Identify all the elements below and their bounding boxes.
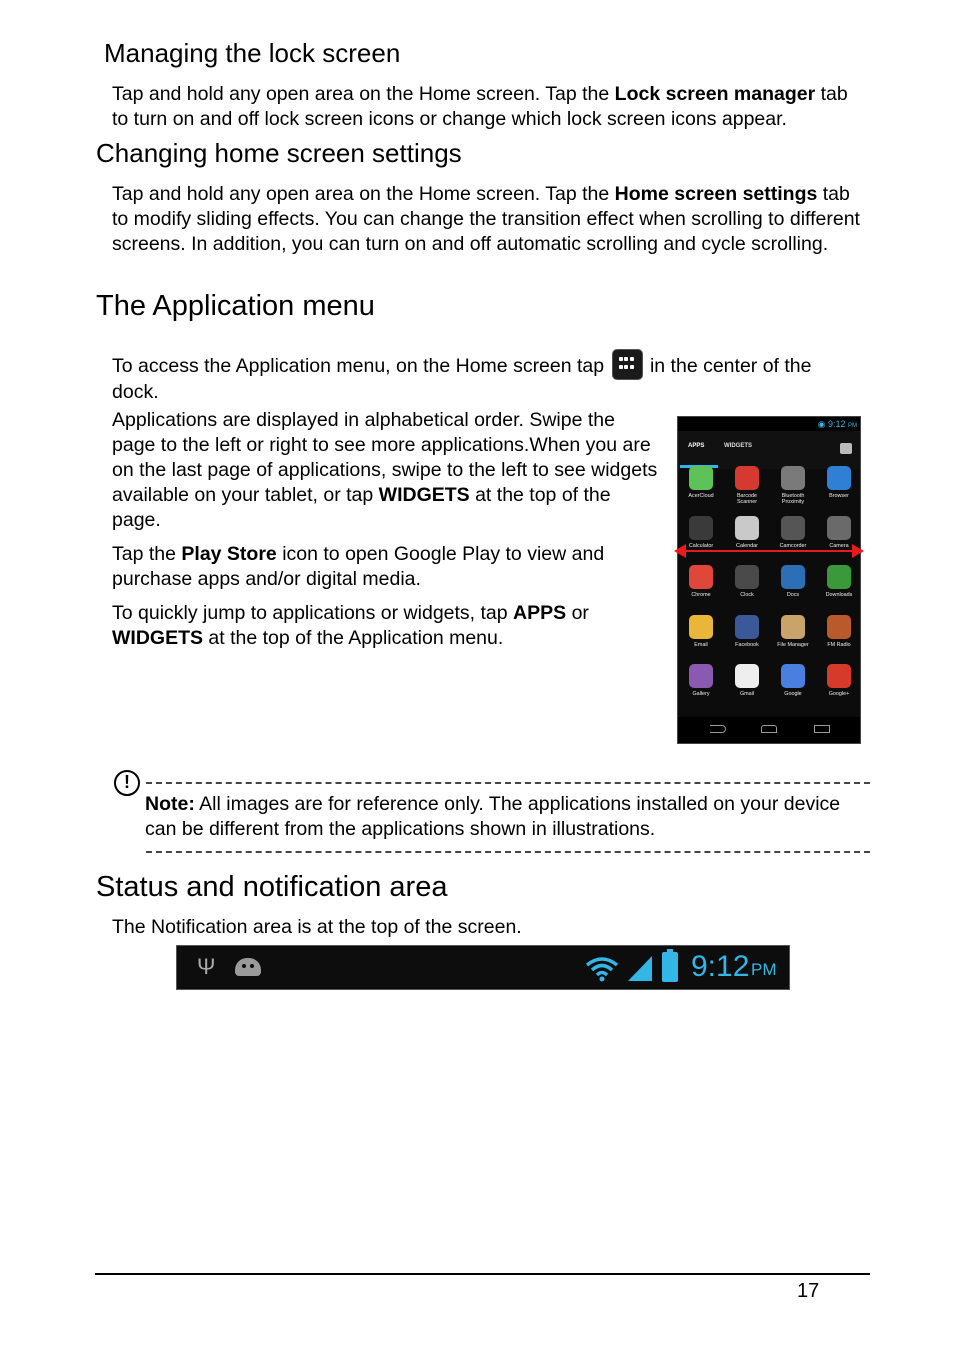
play-store-paragraph: Tap the Play Store icon to open Google Play to view and purchase apps and/or digital media. — [112, 543, 605, 590]
lock-screen-paragraph: Tap and hold any open area on the Home screen. Tap the Lock screen manager tab to turn on and off lock screen icons or change which lock screen icons appear. — [112, 83, 848, 130]
page-number: 17 — [797, 1280, 820, 1302]
app-label: Clock — [740, 592, 754, 598]
app-icon — [827, 565, 851, 589]
app-item[interactable] — [816, 659, 862, 709]
app-item[interactable] — [678, 610, 724, 660]
app-item[interactable] — [724, 461, 770, 511]
app-icon — [781, 664, 805, 688]
app-icon — [827, 466, 851, 490]
app-icon — [827, 615, 851, 639]
app-icon — [735, 615, 759, 639]
app-item[interactable] — [816, 461, 862, 511]
app-label: Gmail — [739, 691, 755, 697]
app-item[interactable] — [816, 560, 862, 610]
app-icon — [689, 565, 713, 589]
notification-ampm: PM — [751, 960, 777, 979]
app-label: Camera — [829, 542, 849, 549]
app-label: AcerCloud — [688, 493, 714, 499]
play-store-icon[interactable] — [840, 443, 852, 454]
app-item[interactable] — [678, 560, 724, 610]
app-item[interactable] — [678, 461, 724, 511]
app-icon — [689, 615, 713, 639]
app-icon — [735, 466, 759, 490]
phone-nav-bar — [678, 717, 860, 743]
battery-icon — [662, 952, 678, 982]
app-label: Barcode Scanner — [736, 493, 758, 505]
app-grid — [678, 461, 860, 709]
app-icon — [781, 565, 805, 589]
phone-time: 9:12 PM — [827, 419, 857, 429]
app-icon — [827, 664, 851, 688]
app-label: Google — [784, 691, 802, 697]
app-label: File Manager — [777, 641, 809, 648]
arrow-right-icon — [852, 544, 864, 558]
app-icon — [735, 565, 759, 589]
app-item[interactable] — [724, 659, 770, 709]
app-item[interactable] — [678, 659, 724, 709]
app-label: Browser — [829, 493, 849, 499]
back-icon[interactable] — [710, 725, 726, 733]
note-bottom-divider — [146, 851, 870, 853]
notification-time: 9:12 — [691, 950, 750, 983]
app-item[interactable] — [724, 610, 770, 660]
heading-application-menu: The Application menu — [96, 290, 375, 322]
heading-home-screen-settings: Changing home screen settings — [96, 138, 462, 168]
wifi-icon — [585, 956, 619, 982]
app-item[interactable] — [770, 511, 816, 561]
signal-icon — [626, 954, 654, 982]
note-text: Note: All images are for reference only. The applications installed on your device can be different from the applications shown in illustrations. — [145, 793, 841, 840]
app-label: Calculator — [688, 542, 714, 549]
app-menu-screenshot — [677, 416, 861, 744]
app-item[interactable] — [770, 610, 816, 660]
heading-lock-screen: Managing the lock screen — [104, 38, 401, 68]
heading-status-notification: Status and notification area — [96, 871, 448, 903]
app-item[interactable] — [770, 461, 816, 511]
home-settings-paragraph: Tap and hold any open area on the Home screen. Tap the Home screen settings tab to modify sliding effects. You can change the transition effect when scrolling to different screens. In addition, you can turn on and off automatic scrolling and cycle scrolling. — [112, 183, 860, 255]
footer-rule — [95, 1273, 870, 1275]
app-label: Google+ — [828, 691, 850, 697]
access-paragraph: To access the Application menu, on the Home screen tap in the center of the dock. — [112, 349, 862, 405]
app-item[interactable] — [770, 560, 816, 610]
app-item[interactable] — [724, 511, 770, 561]
app-icon — [689, 466, 713, 490]
app-label: Gallery — [692, 691, 710, 697]
app-label: FM Radio — [827, 641, 851, 648]
note-top-divider — [146, 782, 870, 784]
app-label: Camcorder — [779, 542, 807, 549]
app-label: Calendar — [736, 542, 758, 549]
app-label: Chrome — [691, 592, 711, 598]
app-label: Bluetooth Proximity — [781, 493, 805, 505]
app-label: Facebook — [735, 641, 759, 648]
android-debug-icon — [235, 958, 261, 976]
jump-paragraph: To quickly jump to applications or widgets, tap APPS or WIDGETS at the top of the Application menu. — [112, 602, 589, 649]
phone-status-bar — [678, 417, 860, 431]
home-icon[interactable] — [761, 725, 777, 733]
tab-apps[interactable]: APPS — [688, 443, 705, 449]
app-icon — [781, 466, 805, 490]
tab-widgets[interactable]: WIDGETS — [724, 443, 752, 449]
app-icon — [689, 664, 713, 688]
swipe-arrow-line — [678, 550, 860, 552]
usb-icon: Ψ — [197, 954, 216, 979]
app-label: Downloads — [825, 592, 853, 598]
app-icon — [735, 664, 759, 688]
notification-paragraph: The Notification area is at the top of the screen. — [112, 916, 522, 938]
app-icon — [735, 516, 759, 540]
notification-bar-screenshot — [176, 945, 790, 990]
app-item[interactable] — [816, 610, 862, 660]
app-icon — [689, 516, 713, 540]
wifi-icon: ◉ — [817, 419, 826, 429]
app-icon — [827, 516, 851, 540]
app-item[interactable] — [770, 659, 816, 709]
app-icon — [781, 615, 805, 639]
app-label: Email — [694, 641, 708, 648]
app-drawer-icon — [612, 349, 643, 380]
recent-apps-icon[interactable] — [814, 725, 830, 733]
app-item[interactable] — [724, 560, 770, 610]
alphabetical-paragraph: Applications are displayed in alphabetical order. Swipe the page to the left or right to see more applications.When you are on the last page of applications, swipe to the left to see widgets available on your tablet, or tap WIDGETS at the top of the page. — [112, 409, 658, 531]
exclamation-icon: ! — [114, 770, 140, 796]
arrow-left-icon — [674, 544, 686, 558]
app-label: Docs — [786, 592, 800, 598]
app-icon — [781, 516, 805, 540]
